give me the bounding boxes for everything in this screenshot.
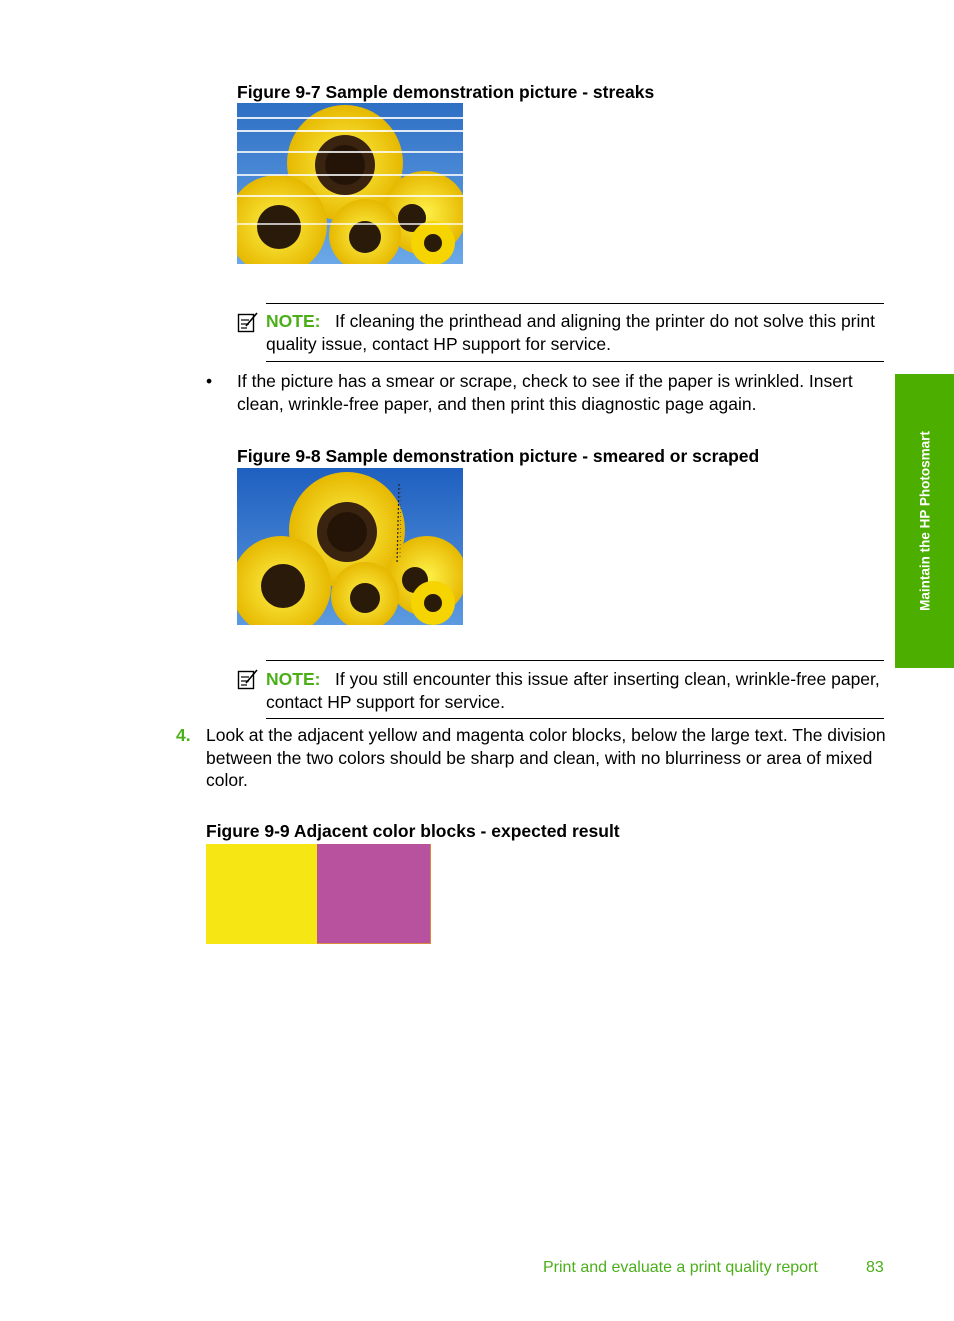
note-1-bottom-rule	[266, 361, 884, 362]
figure-9-9-caption: Figure 9-9 Adjacent color blocks - expected result	[206, 821, 620, 841]
figure-9-8-image	[237, 468, 463, 625]
note-icon	[237, 311, 259, 333]
note-1-text: If cleaning the printhead and aligning the printer do not solve this print quality issue, contact HP support for service.	[266, 311, 875, 354]
footer-page-number: 83	[866, 1259, 884, 1276]
note-2-label: NOTE:	[266, 669, 321, 689]
note-2-bottom-rule	[266, 718, 884, 719]
color-blocks	[206, 844, 431, 944]
step-4-text: Look at the adjacent yellow and magenta color blocks, below the large text. The division between the two colors should be sharp and clean, with no blurriness or area of mixed color.	[206, 725, 886, 790]
side-chapter-tab	[895, 374, 954, 668]
note-1-label: NOTE:	[266, 311, 321, 331]
yellow-color-block	[206, 844, 317, 944]
footer-section-title: Print and evaluate a print quality report	[543, 1259, 818, 1276]
magenta-color-block	[317, 844, 431, 944]
note-2	[266, 668, 886, 713]
figure-9-7-caption: Figure 9-7 Sample demonstration picture - streaks	[237, 82, 655, 102]
note-2-text: If you still encounter this issue after inserting clean, wrinkle-free paper, contact HP support for service.	[266, 669, 880, 712]
bullet-marker: •	[206, 371, 213, 391]
note-1-top-rule	[266, 303, 884, 304]
note-2-top-rule	[266, 660, 884, 661]
note-icon	[237, 668, 259, 690]
figure-9-7-image	[237, 103, 463, 264]
side-chapter-tab-label: Maintain the HP Photosmart	[917, 431, 932, 611]
figure-9-8-caption: Figure 9-8 Sample demonstration picture - smeared or scraped	[237, 446, 760, 466]
note-1	[266, 310, 886, 355]
bullet-text: If the picture has a smear or scrape, check to see if the paper is wrinkled. Insert clean, wrinkle-free paper, and then print this diagnostic page again.	[237, 371, 853, 414]
step-4-number: 4.	[176, 725, 191, 745]
